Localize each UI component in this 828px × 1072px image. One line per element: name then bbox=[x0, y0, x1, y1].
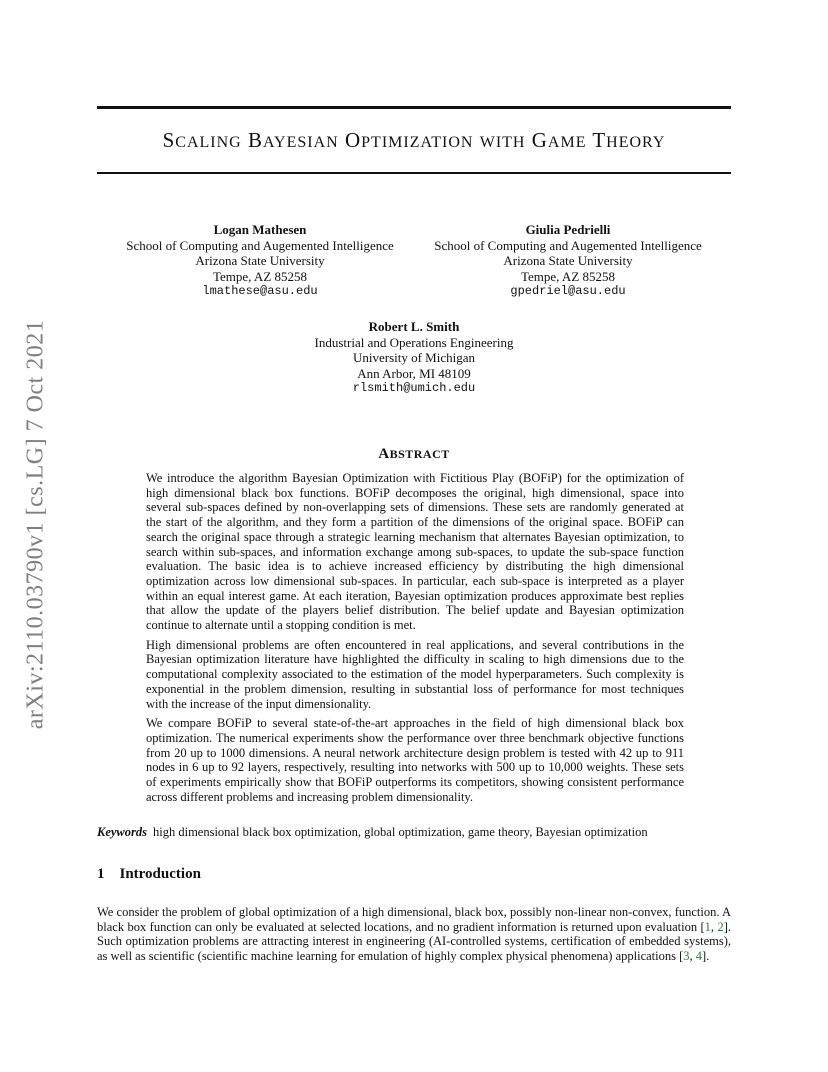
author-name: Giulia Pedrielli bbox=[525, 222, 611, 237]
author-institution: Arizona State University bbox=[503, 253, 633, 268]
abstract-heading: ABSTRACT bbox=[378, 446, 450, 462]
author-affiliation: School of Computing and Augemented Intelligence bbox=[434, 237, 702, 253]
author-location: Tempe, AZ 85258 bbox=[520, 268, 616, 284]
author-affiliation: School of Computing and Augemented Intelligence bbox=[126, 237, 394, 253]
abstract-body bbox=[146, 471, 684, 809]
abstract-paragraph: High dimensional problems are often encountered in real applications, and several contributions in the Bayesian optimization literature have highlighted the difficulty in scaling to high dimensions due to the computational complexity associated to the estimation of the model hyperparameters. Such complexity is exponential in the problem dimension, resulting in substantial loss of performance for most techniques with the increase of the input dimensionality. bbox=[146, 637, 684, 711]
author-location: Ann Arbor, MI 48109 bbox=[357, 365, 471, 381]
title-top-rule bbox=[97, 106, 731, 109]
abstract-paragraph: We introduce the algorithm Bayesian Optimization with Fictitious Play (BOFiP) for the optimization of high dimensional black box functions. BOFiP decomposes the original, high dimensional, space into several sub-spaces defined by non-overlapping sets of dimensions. These sets are randomly generated at the start of the algorithm, and they form a partition of the dimensions of the original space. BOFiP can search the original space through a strategic learning mechanism that alternates Bayesian optimization, to search within sub-spaces, and information exchange among sub-spaces, to update the sub-space function evaluation. The basic idea is to achieve increased efficiency by distributing the high dimensional optimization across low dimensional sub-spaces. In particular, each sub-space is interpreted as a player within an equal interest game. At each iteration, Bayesian optimization produces approximate best replies that allow the update of the players belief distribution. The belief update and Bayesian optimization continue to alternate until a stopping condition is met. bbox=[146, 471, 684, 633]
citation-link[interactable]: 1 bbox=[704, 919, 711, 934]
author-email[interactable]: lmathese@asu.edu bbox=[202, 284, 318, 298]
author-location: Tempe, AZ 85258 bbox=[212, 268, 308, 284]
introduction-body bbox=[97, 905, 731, 964]
arxiv-identifier-stamp bbox=[20, 297, 52, 752]
citation-link[interactable]: 2 bbox=[717, 919, 724, 934]
author-affiliation: Industrial and Operations Engineering bbox=[314, 334, 514, 350]
author-block-2 bbox=[418, 222, 718, 300]
citation-link[interactable]: 3 bbox=[683, 949, 690, 964]
section-number: 1 bbox=[97, 866, 105, 882]
keywords-text: high dimensional black box optimization, global optimization, game theory, Bayesian optimization bbox=[153, 825, 648, 839]
author-email[interactable]: rlsmith@umich.edu bbox=[352, 381, 476, 395]
author-name: Logan Mathesen bbox=[213, 222, 307, 237]
citation-link[interactable]: 4 bbox=[695, 949, 703, 964]
author-email[interactable]: gpedriel@asu.edu bbox=[510, 284, 626, 298]
author-name: Robert L. Smith bbox=[368, 319, 460, 334]
abstract-paragraph: We compare BOFiP to several state-of-the-art approaches in the field of high dimensional black box optimization. The numerical experiments show the performance over three benchmark objective functions from 20 up to 1000 dimensions. A neural network architecture design problem is tested with 42 up to 911 nodes in 6 up to 92 layers, respectively, resulting into networks with 500 up to 10,000 weights. These sets of experiments empirically show that BOFiP outperforms its competitors, showing consistent performance across different problems and increasing problem dimensionality. bbox=[146, 716, 684, 804]
section-heading-introduction bbox=[97, 866, 201, 883]
section-title: Introduction bbox=[119, 866, 201, 882]
author-institution: Arizona State University bbox=[195, 253, 325, 268]
author-block-1 bbox=[110, 222, 410, 300]
author-block-3 bbox=[264, 319, 564, 397]
arxiv-identifier-text: arXiv:2110.03790v1 [cs.LG] 7 Oct 2021 bbox=[22, 319, 49, 730]
author-institution: University of Michigan bbox=[352, 350, 476, 365]
paper-title: SCALING BAYESIAN OPTIMIZATION WITH GAME THEORY bbox=[162, 128, 666, 152]
introduction-paragraph: We consider the problem of global optimization of a high dimensional, black box, possibly non-linear non-convex, function. A black box function can only be evaluated at selected locations, and no gradient information is returned upon evaluation [1, 2]. Such optimization problems are attracting interest in engineering (AI-controlled systems, certification of embedded systems), as well as scientific (scientific machine learning for emulation of highly complex physical phenomena) applications [3, 4]. bbox=[97, 905, 732, 964]
keywords-line bbox=[97, 825, 737, 840]
keywords-label: Keywords bbox=[97, 825, 147, 839]
title-bottom-rule bbox=[97, 172, 731, 174]
